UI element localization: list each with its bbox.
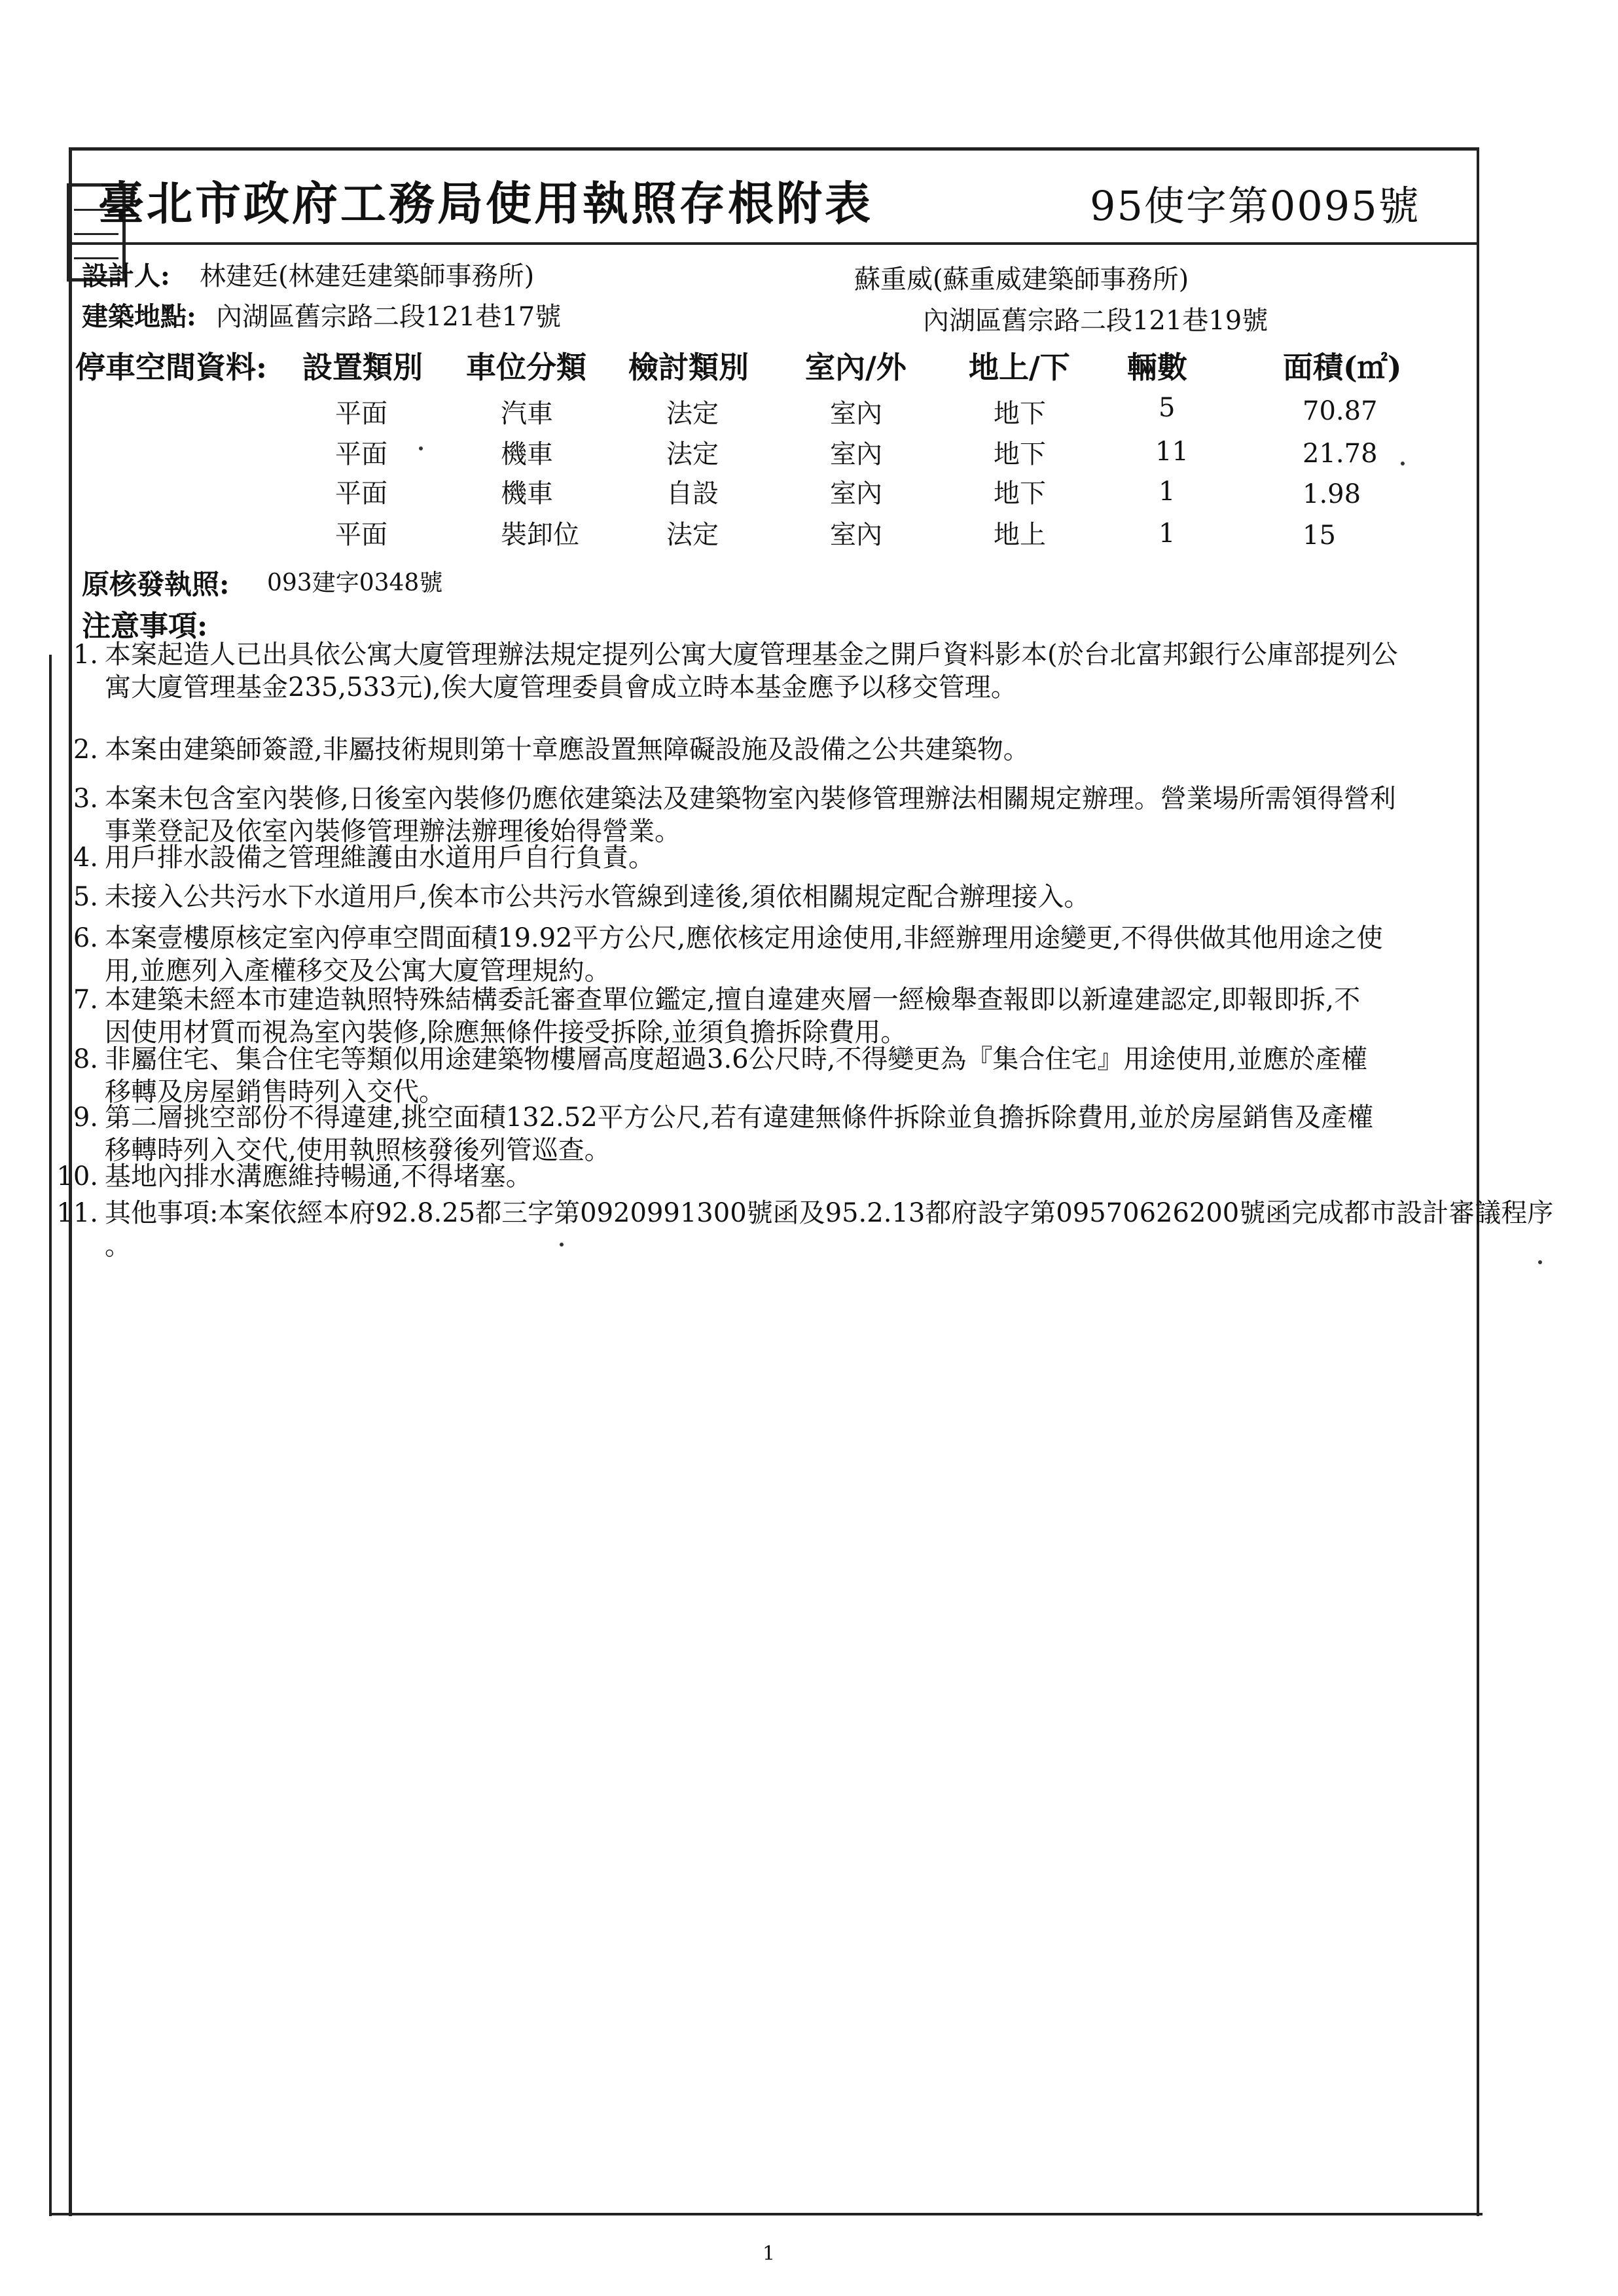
title-divider — [69, 242, 1479, 245]
list-item — [56, 1160, 1486, 1193]
note-text-line: 移轉時列入交代,使用執照核發後列管巡查。 — [105, 1135, 611, 1165]
note-text-line: 本案壹樓原核定室內停車空間面積19.92平方公尺,應依核定用途使用,非經辦理用途變更,不得供做其他用途之使 — [105, 923, 1383, 953]
scan-speck — [1538, 1260, 1542, 1264]
note-text-line: 本案由建築師簽證,非屬技術規則第十章應設置無障礙設施及設備之公共建築物。 — [105, 735, 1030, 765]
note-text-line: 非屬住宅、集合住宅等類似用途建築物樓層高度超過3.6公尺時,不得變更為『集合住宅』用途使用,並應於產權 — [105, 1044, 1368, 1074]
frame-left-edge — [49, 655, 52, 2216]
list-item — [73, 733, 1486, 766]
designer-name-1: 林建廷(林建廷建築師事務所) — [200, 261, 535, 291]
cell-category: 裝卸位 — [501, 520, 579, 550]
cell-indoor: 室內 — [830, 479, 882, 509]
cell-level: 地下 — [994, 399, 1046, 429]
notes-title: 注意事項: — [82, 610, 208, 643]
note-number-text: 3. — [73, 784, 98, 814]
note-text-line: 未接入公共污水下水道用戶,俟本市公共污水管線到達後,須依相關規定配合辦理接入。 — [105, 882, 1090, 912]
cell-type: 平面 — [335, 439, 387, 469]
document-title: 臺北市政府工務局使用執照存根附表 — [98, 176, 873, 230]
note-text-line: 其他事項:本案依經本府92.8.25都三字第0920991300號函及95.2.13都府設字第09570626200號函完成都市設計審議程序 — [105, 1198, 1554, 1228]
original-permit-label: 原核發執照: — [82, 568, 230, 600]
cell-indoor: 室內 — [830, 520, 882, 550]
note-number-text: 5. — [73, 882, 98, 912]
note-text-line: 移轉及房屋銷售時列入交代。 — [105, 1077, 445, 1107]
cell-level: 地下 — [994, 439, 1046, 469]
note-number-text: 1. — [73, 640, 98, 670]
col-header-review: 檢討類別 — [628, 350, 749, 385]
note-text-line: 本建築未經本市建造執照特殊結構委託審查單位鑑定,擅自違建夾層一經檢舉查報即以新違建認定,即報即拆,不 — [105, 985, 1361, 1015]
col-header-category: 車位分類 — [466, 350, 586, 385]
cell-category: 汽車 — [501, 399, 553, 429]
cell-review: 自設 — [666, 479, 719, 509]
frame-bottom-edge — [49, 2213, 1483, 2215]
cell-type: 平面 — [335, 479, 387, 509]
list-item — [73, 1043, 1486, 1108]
note-text-line: 本案起造人已出具依公寓大廈管理辦法規定提列公寓大廈管理基金之開戶資料影本(於台北富邦銀行公庫部提列公 — [105, 640, 1398, 670]
list-item — [73, 782, 1486, 848]
note-number-text: 7. — [73, 985, 98, 1015]
site-address-1: 內湖區舊宗路二段121巷17號 — [216, 302, 562, 332]
note-text-line: 寓大廈管理基金235,533元),俟大廈管理委員會成立時本基金應予以移交管理。 — [105, 672, 1017, 702]
note-number-text: 11. — [56, 1198, 98, 1228]
note-number-text: 4. — [73, 843, 98, 873]
cell-count: 1 — [1159, 519, 1176, 549]
cell-area: 1.98 — [1303, 479, 1361, 509]
designer-name-2: 蘇重威(蘇重威建築師事務所) — [854, 264, 1189, 295]
cell-type: 平面 — [335, 399, 387, 429]
site-address-2: 內湖區舊宗路二段121巷19號 — [923, 306, 1268, 336]
cell-type: 平面 — [335, 520, 387, 550]
list-item — [56, 1197, 1554, 1262]
cell-indoor: 室內 — [830, 439, 882, 469]
note-text-line: 事業登記及依室內裝修管理辦法辦理後始得營業。 — [105, 816, 681, 847]
cell-count: 1 — [1159, 477, 1176, 507]
permit-number: 95使字第0095號 — [1090, 182, 1420, 230]
cell-level: 地下 — [994, 479, 1046, 509]
note-number-text: 8. — [73, 1044, 98, 1074]
list-item — [73, 841, 1486, 874]
scan-speck — [419, 446, 423, 450]
cell-area: 15 — [1303, 520, 1336, 551]
cell-review: 法定 — [666, 439, 719, 469]
note-text-line: 因使用材質而視為室內裝修,除應無條件接受拆除,並須負擔拆除費用。 — [105, 1017, 907, 1048]
list-item — [73, 983, 1486, 1049]
original-permit-value: 093建字0348號 — [267, 570, 443, 596]
list-item — [73, 881, 1486, 913]
list-item — [73, 922, 1486, 987]
note-number-text: 2. — [73, 735, 98, 765]
col-header-count: 輛數 — [1127, 350, 1187, 385]
list-item — [73, 638, 1486, 704]
cell-count: 11 — [1155, 437, 1189, 467]
note-number-text: 6. — [73, 923, 98, 953]
cell-area: 21.78 — [1303, 439, 1378, 469]
scan-speck — [1401, 462, 1405, 465]
cell-area: 70.87 — [1303, 396, 1378, 426]
note-text-line: 。 — [105, 1231, 131, 1261]
cell-review: 法定 — [666, 399, 719, 429]
parking-label: 停車空間資料: — [75, 350, 267, 385]
note-text-line: 第二層挑空部份不得違建,挑空面積132.52平方公尺,若有違建無條件拆除並負擔拆除費用,並於房屋銷售及產權 — [105, 1102, 1374, 1133]
col-header-indoor: 室內/外 — [805, 350, 907, 385]
col-header-area: 面積(㎡) — [1283, 350, 1402, 385]
note-text-line: 本案未包含室內裝修,日後室內裝修仍應依建築法及建築物室內裝修管理辦法相關規定辦理。營業場所需領得營利 — [105, 784, 1396, 814]
note-number-text: 10. — [56, 1161, 98, 1192]
note-text-line: 用戶排水設備之管理維護由水道用戶自行負責。 — [105, 843, 655, 873]
cell-review: 法定 — [666, 520, 719, 550]
scan-speck — [560, 1243, 564, 1247]
cell-category: 機車 — [501, 439, 553, 469]
site-label: 建築地點: — [82, 301, 196, 332]
list-item — [73, 1101, 1486, 1167]
col-header-level: 地上/下 — [969, 350, 1070, 385]
note-text-line: 用,並應列入產權移交及公寓大廈管理規約。 — [105, 956, 611, 986]
note-text-line: 基地內排水溝應維持暢通,不得堵塞。 — [105, 1161, 532, 1192]
cell-indoor: 室內 — [830, 399, 882, 429]
cell-category: 機車 — [501, 479, 553, 509]
cell-count: 5 — [1159, 393, 1176, 423]
designer-label: 設計人: — [82, 261, 170, 291]
cell-level: 地上 — [994, 520, 1046, 550]
note-number-text: 9. — [73, 1102, 98, 1133]
col-header-type: 設置類別 — [302, 350, 423, 385]
page-number: 1 — [763, 2242, 776, 2265]
